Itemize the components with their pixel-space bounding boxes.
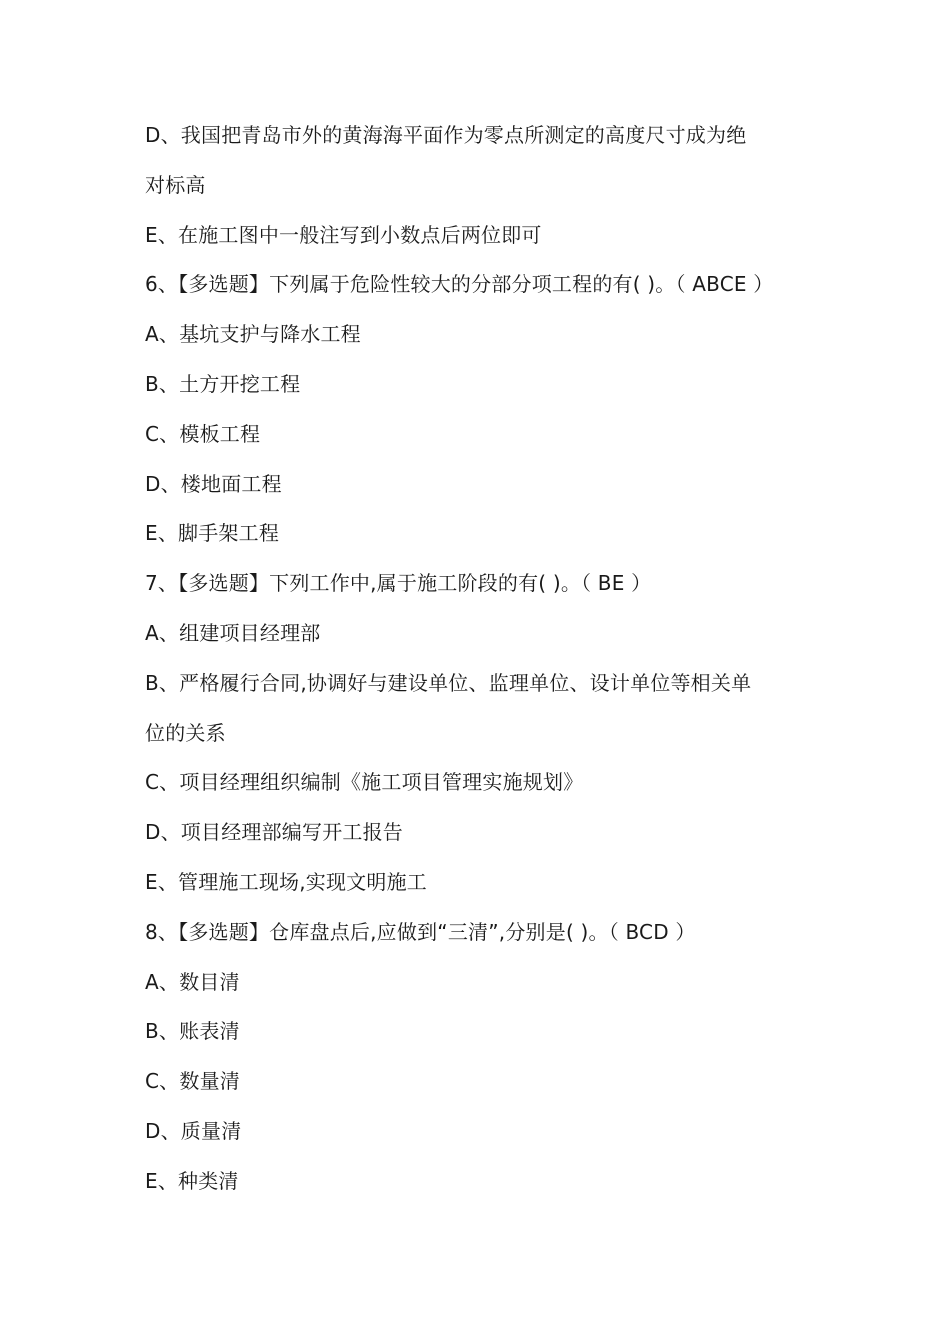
option-line-continuation: 位的关系: [145, 720, 226, 745]
option-line: B、严格履行合同,协调好与建设单位、监理单位、设计单位等相关单: [145, 670, 752, 695]
document-body: [145, 111, 825, 1207]
option-line: B、土方开挖工程: [145, 371, 301, 396]
question-8: 8、【多选题】仓库盘点后,应做到“三清”,分别是( )。（ BCD ）: [145, 919, 696, 944]
option-line: B、账表清: [145, 1019, 240, 1044]
option-line: E、脚手架工程: [145, 521, 280, 546]
option-line: A、数目清: [145, 969, 240, 994]
option-line: A、组建项目经理部: [145, 620, 321, 645]
option-line: E、种类清: [145, 1168, 239, 1193]
option-line: D、项目经理部编写开工报告: [145, 820, 404, 845]
question-7: 7、【多选题】下列工作中,属于施工阶段的有( )。（ BE ）: [145, 571, 652, 596]
option-line: C、数量清: [145, 1069, 240, 1094]
option-line: C、模板工程: [145, 421, 261, 446]
option-line: C、项目经理组织编制《施工项目管理实施规划》: [145, 770, 584, 795]
option-line: E、在施工图中一般注写到小数点后两位即可: [145, 222, 542, 247]
question-6: 6、【多选题】下列属于危险性较大的分部分项工程的有( )。（ ABCE ）: [145, 272, 774, 297]
option-line-continuation: 对标高: [145, 172, 206, 197]
option-line: D、我国把青岛市外的黄海海平面作为零点所测定的高度尺寸成为绝: [145, 123, 747, 147]
option-line: D、楼地面工程: [145, 471, 282, 496]
option-line: A、基坑支护与降水工程: [145, 322, 361, 347]
option-line: D、质量清: [145, 1118, 242, 1143]
option-line: E、管理施工现场,实现文明施工: [145, 869, 427, 894]
